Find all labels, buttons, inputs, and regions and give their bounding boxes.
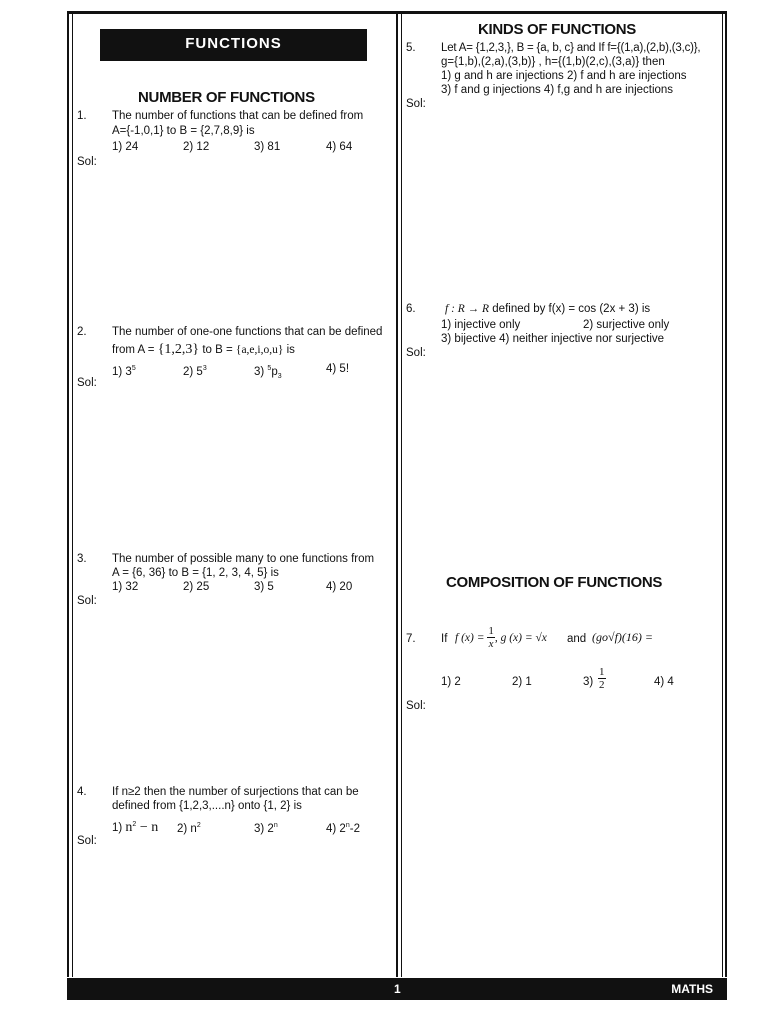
- solution-label: Sol:: [406, 347, 426, 359]
- option: 3) $^5p_3$: [254, 365, 282, 381]
- subject-label: MATHS: [671, 982, 713, 996]
- option: 2) 25: [183, 581, 210, 593]
- question-text: and: [567, 633, 587, 645]
- question-text: A = {6, 36} to B = {1, 2, 3, 4, 5} is: [112, 567, 279, 579]
- option: 1) $3^5$: [112, 365, 136, 378]
- question-text: 1) g and h are injections 2) f and h are injections: [441, 70, 687, 82]
- question-text: The number of functions that can be defined from: [112, 110, 364, 122]
- option: 1) 24: [112, 141, 139, 153]
- question-text: from A = {1,2,3} to B = {a,e,i,o,u} is: [112, 342, 295, 357]
- option: 3): [583, 676, 594, 688]
- question-text: The number of one-one functions that can be defined: [112, 326, 383, 338]
- question-number: 3.: [77, 553, 87, 565]
- section-number-of-functions: NUMBER OF FUNCTIONS: [138, 89, 315, 106]
- section-kinds-of-functions: KINDS OF FUNCTIONS: [478, 21, 636, 38]
- option: 1) 2: [441, 676, 461, 688]
- option: 2) 12: [183, 141, 210, 153]
- option: 3) 5: [254, 581, 274, 593]
- question-formula: f (x) = $\frac{1}{x}$ , g (x) = √x: [455, 625, 547, 651]
- solution-label: Sol:: [406, 700, 426, 712]
- question-formula: (go√f)(16) =: [592, 630, 654, 644]
- question-text: Let A= {1,2,3,}, B = {a, b, c} and If f={(1,a),(2,b),(3,c)},: [441, 42, 701, 54]
- option: 3) bijective 4) neither injective nor surjective: [441, 333, 665, 345]
- solution-label: Sol:: [77, 595, 97, 607]
- question-number: 5.: [406, 42, 416, 54]
- right-border: [725, 11, 727, 977]
- option: 1) injective only: [441, 319, 521, 331]
- left-border-inner: [72, 11, 73, 977]
- option-fraction: $\frac{1}{2}$: [599, 666, 605, 691]
- page-title: FUNCTIONS: [100, 29, 367, 61]
- option: 2) 1: [512, 676, 532, 688]
- question-text: The number of possible many to one functions from: [112, 553, 375, 565]
- solution-label: Sol:: [77, 377, 97, 389]
- page-number: 1: [394, 982, 401, 996]
- page-footer: [67, 978, 727, 1000]
- left-border: [67, 11, 69, 977]
- option: 4) 2$^n$-2: [326, 822, 360, 835]
- question-number: 4.: [77, 786, 87, 798]
- question-number: 6.: [406, 303, 416, 315]
- question-number: 1.: [77, 110, 87, 122]
- question-text: defined from {1,2,3,....n} onto {1, 2} is: [112, 800, 302, 812]
- column-divider-inner: [401, 11, 402, 977]
- column-divider: [396, 11, 398, 977]
- option: 4) 5!: [326, 363, 350, 375]
- option: 4) 20: [326, 581, 353, 593]
- solution-label: Sol:: [77, 156, 97, 168]
- solution-label: Sol:: [406, 98, 426, 110]
- option: 3) 2$^n$: [254, 822, 278, 835]
- section-composition-of-functions: COMPOSITION OF FUNCTIONS: [446, 574, 663, 591]
- right-border-inner: [722, 11, 723, 977]
- question-number: 2.: [77, 326, 87, 338]
- option: 3) 81: [254, 141, 281, 153]
- question-text: g={1,b),(2,a),(3,b)} , h={(1,b)(2,c),(3,a)} then: [441, 56, 665, 68]
- question-text: A={-1,0,1} to B = {2,7,8,9} is: [112, 125, 255, 137]
- question-number: 7.: [406, 633, 416, 645]
- solution-label: Sol:: [77, 835, 97, 847]
- option: 1) $n^2 - n$: [112, 819, 159, 835]
- option: 1) 32: [112, 581, 139, 593]
- question-text: f : R → R defined by f(x) = cos (2x + 3) is: [445, 303, 651, 315]
- option: 2) $5^3$: [183, 365, 207, 378]
- option: 2) $n^2$: [177, 822, 201, 835]
- question-text: 3) f and g injections 4) f,g and h are injections: [441, 84, 674, 96]
- option: 4) 64: [326, 141, 353, 153]
- option: 2) surjective only: [583, 319, 670, 331]
- question-text: If n≥2 then the number of surjections that can be: [112, 786, 359, 798]
- option: 4) 4: [654, 676, 674, 688]
- question-text: If: [441, 633, 448, 645]
